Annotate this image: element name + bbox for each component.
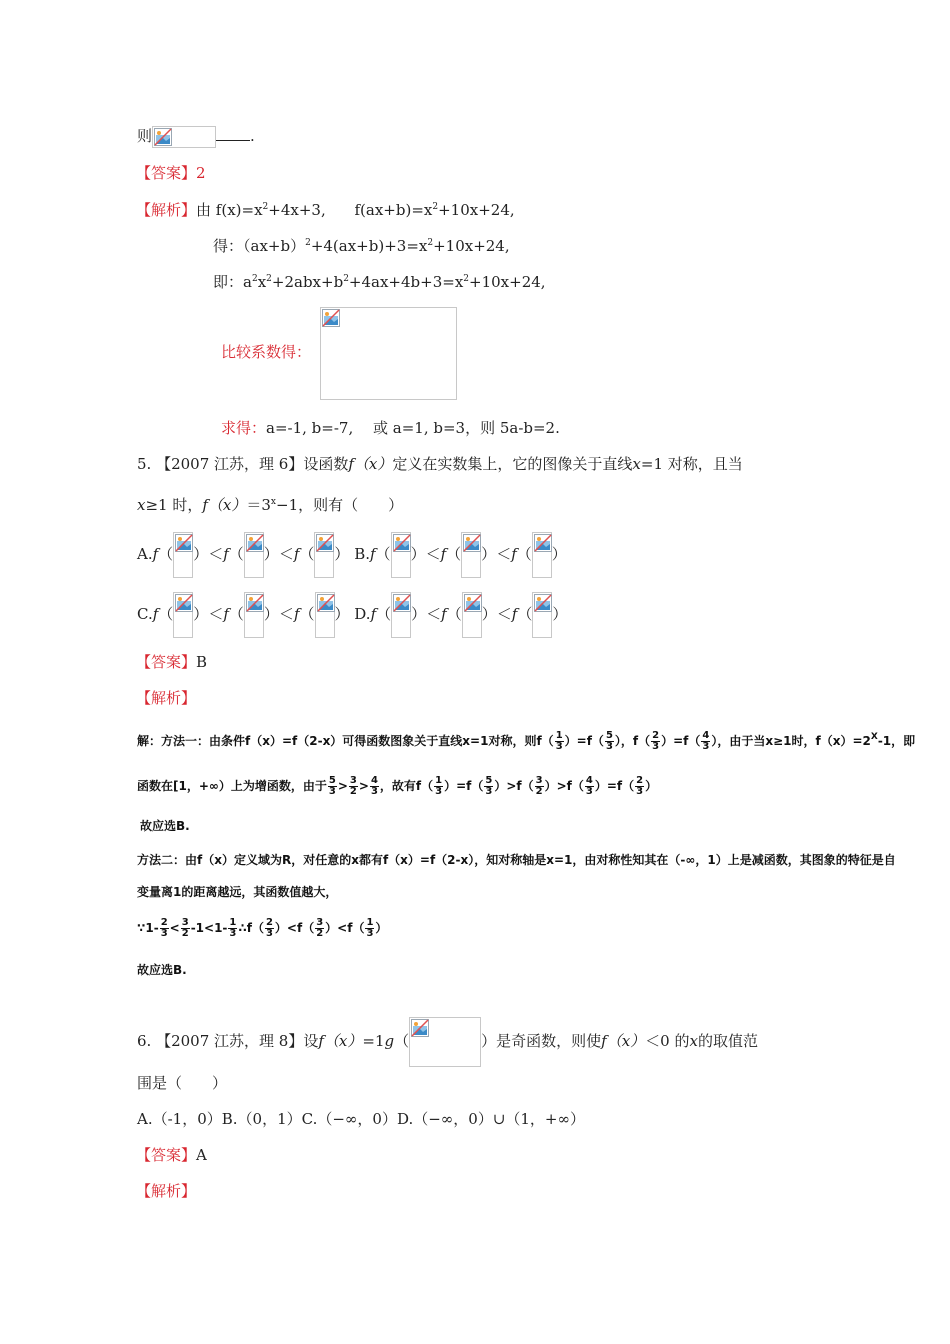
option-f: f <box>152 545 159 563</box>
m2-f: ）<f（ <box>325 921 365 935</box>
q5-cond-text: ≥1 时， <box>145 496 203 514</box>
answer-value: B <box>196 653 208 671</box>
q6-stem-f: 的取值范 <box>697 1032 758 1050</box>
q4-l3-e: +10x+24, <box>469 273 546 291</box>
option-c[interactable]: C.f（ ）＜f（ ）＜f（ ） <box>137 605 354 623</box>
sol1-f: -1，即 <box>877 734 916 748</box>
sol2-f: ）=f（ <box>594 779 635 793</box>
broken-image-icon <box>244 532 264 578</box>
q6-stem-c: （ <box>394 1032 410 1050</box>
fraction: $\frac{2}{3}$ <box>160 917 168 939</box>
q4-then-line <box>137 126 255 148</box>
q5-cond-end: −1，则有（ ） <box>276 496 404 514</box>
question-number: 6. <box>137 1032 152 1050</box>
less-than: ＜ <box>425 545 441 563</box>
q5-solution-line3: 故应选B. <box>140 819 190 833</box>
broken-image-icon <box>409 1017 481 1067</box>
option-f: f <box>369 545 376 563</box>
q6-x: x <box>689 1032 698 1050</box>
q5-cond-fx: f（x） <box>202 496 247 514</box>
m2-a: ∵1- <box>137 921 159 935</box>
sol1-b: ）=f（ <box>564 734 604 748</box>
sol1-exp: X <box>870 732 878 742</box>
q4-l2-a: 得：（ax+b） <box>213 237 306 255</box>
greater-than: > <box>358 779 369 793</box>
fraction: $\frac{2}{3}$ <box>265 917 273 939</box>
broken-image-icon <box>391 532 411 578</box>
sol1-c: ），f（ <box>614 734 651 748</box>
fraction: $\frac{1}{3}$ <box>435 775 443 797</box>
broken-image-icon <box>532 532 552 578</box>
q4-result-line <box>221 418 560 438</box>
less-than: ＜ <box>496 605 512 623</box>
q5-method2-line2: 变量离1的距离越远，其函数值越大， <box>137 885 338 899</box>
q4-l1-c: f(ax+b)=x <box>354 201 433 219</box>
q6-fx2: f（x） <box>601 1032 646 1050</box>
fraction: $\frac{2}{3}$ <box>652 730 660 752</box>
broken-image-icon <box>152 126 216 148</box>
fraction: $\frac{3}{2}$ <box>535 775 543 797</box>
option-f: f <box>152 605 159 623</box>
analysis-tag: 【解析】 <box>136 1182 197 1200</box>
answer-tag: 【答案】 <box>136 164 197 182</box>
q4-l3-c: +2abx+b <box>271 273 344 291</box>
sol1-e: ），由于当x≥1时，f（x）=2 <box>711 734 871 748</box>
sol2-a: 函数在[1，+∞）上为增函数，由于 <box>137 779 327 793</box>
fraction: $\frac{5}{3}$ <box>605 730 613 752</box>
q5-options-row2 <box>137 591 567 638</box>
q4-l2-b: +4(ax+b)+3=x <box>310 237 428 255</box>
less-than: ＜ <box>278 605 294 623</box>
q6-g: g <box>384 1032 395 1050</box>
q5-stem-b: 定义在实数集上，它的图像关于直线 <box>392 455 633 473</box>
q6-stem-e: ＜0 的 <box>645 1032 690 1050</box>
fraction: $\frac{3}{2}$ <box>316 917 324 939</box>
q6-fx: f（x） <box>318 1032 363 1050</box>
q4-l3-b: x <box>257 273 267 291</box>
option-b[interactable]: B.f（ ）＜f（ ）＜f（ ） <box>354 545 567 563</box>
broken-image-icon <box>173 592 193 638</box>
sol2-b: ，故有f（ <box>379 779 434 793</box>
q5-method2-line1: 方法二：由f（x）定义域为R，对任意的x都有f（x）=f（2-x），知对称轴是x=1，由对称性知其在（-∞，1）上是减函数，其图象的特征是自 <box>137 853 896 867</box>
analysis-tag: 【解析】 <box>136 689 197 707</box>
m2-d: ∴f（ <box>238 921 264 935</box>
m2-c: -1<1- <box>190 921 228 935</box>
q5-method2-line3 <box>137 914 387 942</box>
broken-image-icon <box>314 532 334 578</box>
m2-b: < <box>169 921 180 935</box>
fraction: $\frac{2}{3}$ <box>636 775 644 797</box>
q6-answer-line <box>136 1145 207 1165</box>
option-f: f <box>370 605 377 623</box>
sol2-e: ）>f（ <box>544 779 584 793</box>
less-than: ＜ <box>208 605 224 623</box>
broken-image-icon <box>462 592 482 638</box>
compare-coefficients-label: 比较系数得： <box>221 343 312 361</box>
fraction: $\frac{4}{3}$ <box>585 775 593 797</box>
fraction: $\frac{4}{3}$ <box>370 775 378 797</box>
fraction: $\frac{3}{2}$ <box>349 775 357 797</box>
q4-analysis-line2: 得：$(ax+b)^2+4(ax+b)+3=x^2+10x+24$, <box>213 237 510 255</box>
q5-x: x <box>632 455 641 473</box>
broken-image-icon <box>532 592 552 638</box>
less-than: ＜ <box>426 605 442 623</box>
option-label: B. <box>354 545 370 563</box>
fraction: $\frac{1}{3}$ <box>366 917 374 939</box>
q5-stem-c: =1 对称，且当 <box>640 455 743 473</box>
analysis-tag: 【解析】 <box>136 201 197 219</box>
m2-e: ）<f（ <box>274 921 315 935</box>
q5-cond-exp: x <box>270 497 276 507</box>
fraction: $\frac{3}{2}$ <box>181 917 189 939</box>
q4-answer-line <box>136 163 206 183</box>
q4-l1-a: 由 f(x)=x <box>196 201 263 219</box>
answer-tag: 【答案】 <box>136 653 197 671</box>
q6-stem-b: =1 <box>362 1032 385 1050</box>
greater-than: > <box>337 779 348 793</box>
q5-stem-line1 <box>137 454 743 474</box>
q6-stem-a: 设 <box>303 1032 319 1050</box>
q4-l2-c: +10x+24, <box>433 237 510 255</box>
sol2-d: ）>f（ <box>494 779 534 793</box>
sol1-d: ）=f（ <box>661 734 701 748</box>
broken-image-icon <box>244 592 264 638</box>
question-source: 【2007 江苏，理 6】 <box>156 455 304 473</box>
less-than: ＜ <box>278 545 294 563</box>
sol2-c: ）=f（ <box>444 779 484 793</box>
fraction: $\frac{5}{3}$ <box>328 775 336 797</box>
q5-cond-eq: ＝3 <box>246 496 271 514</box>
q5-fx: f（x） <box>348 455 393 473</box>
fraction: $\frac{5}{3}$ <box>485 775 493 797</box>
question-source: 【2007 江苏，理 8】 <box>156 1032 304 1050</box>
q5-cond-x: x <box>137 496 146 514</box>
q6-stem-d: ）是奇函数，则使 <box>481 1032 602 1050</box>
q5-stem-line2 <box>137 495 403 515</box>
option-label: C. <box>137 605 153 623</box>
option-d[interactable]: D.f（ ）＜f（ ）＜f（ ） <box>354 605 567 623</box>
result-text: a=-1, b=-7, 或 a=1, b=3，则 5a-b=2. <box>266 419 560 437</box>
broken-image-icon <box>320 307 457 400</box>
q4-then-label: 则 <box>137 127 153 145</box>
broken-image-icon <box>173 532 193 578</box>
answer-blank <box>216 126 250 141</box>
q4-period: . <box>250 127 255 145</box>
broken-image-icon <box>461 532 481 578</box>
q6-stem-line1 <box>137 1017 758 1067</box>
q4-l1-d: +10x+24, <box>438 201 515 219</box>
q5-options-row1 <box>137 531 567 578</box>
q6-options-line[interactable]: A.（-1，0）B.（0，1）C.（−∞，0）D.（−∞，0）∪（1，+∞） <box>137 1110 585 1128</box>
q5-solution-line2 <box>137 772 657 800</box>
sol1-a: 解：方法一：由条件f（x）=f（2-x）可得函数图象关于直线x=1对称，则f（ <box>137 734 554 748</box>
answer-value: A <box>196 1146 207 1164</box>
sol2-g: ） <box>645 779 658 793</box>
broken-image-icon <box>391 592 411 638</box>
less-than: ＜ <box>496 545 512 563</box>
q5-solution-line1 <box>137 727 915 755</box>
q5-method2-line4: 故应选B. <box>137 963 187 977</box>
option-label: A. <box>137 545 153 563</box>
question-number: 5. <box>137 455 152 473</box>
q4-analysis-line3: 即：$a^2x^2+2abx+b^2+4ax+4b+3=x^2+10x+24$, <box>213 273 546 291</box>
q4-l3-a: 即：a <box>213 273 252 291</box>
option-label: D. <box>354 605 371 623</box>
q5-answer-line <box>136 652 207 672</box>
fraction: $\frac{1}{3}$ <box>229 917 237 939</box>
less-than: ＜ <box>208 545 224 563</box>
result-label: 求得： <box>221 419 267 437</box>
q4-l1-b: +4x+3, <box>268 201 326 219</box>
fraction: $\frac{1}{3}$ <box>555 730 563 752</box>
answer-tag: 【答案】 <box>136 1146 197 1164</box>
q4-l3-d: +4ax+4b+3=x <box>348 273 464 291</box>
fraction: $\frac{4}{3}$ <box>702 730 710 752</box>
q4-analysis-line1: 【解析】由 $f(x)=x^2+4x+3$, $f(ax+b)=x^2+10x+24$, <box>136 201 515 219</box>
broken-image-icon <box>315 592 335 638</box>
q6-stem-line2: 围是（ ） <box>137 1074 228 1092</box>
q5-stem-a: 设函数 <box>303 455 349 473</box>
m2-g: ） <box>375 921 388 935</box>
option-a[interactable]: A.f（ ）＜f（ ）＜f（ ） <box>137 545 354 563</box>
answer-value: 2 <box>196 164 206 182</box>
